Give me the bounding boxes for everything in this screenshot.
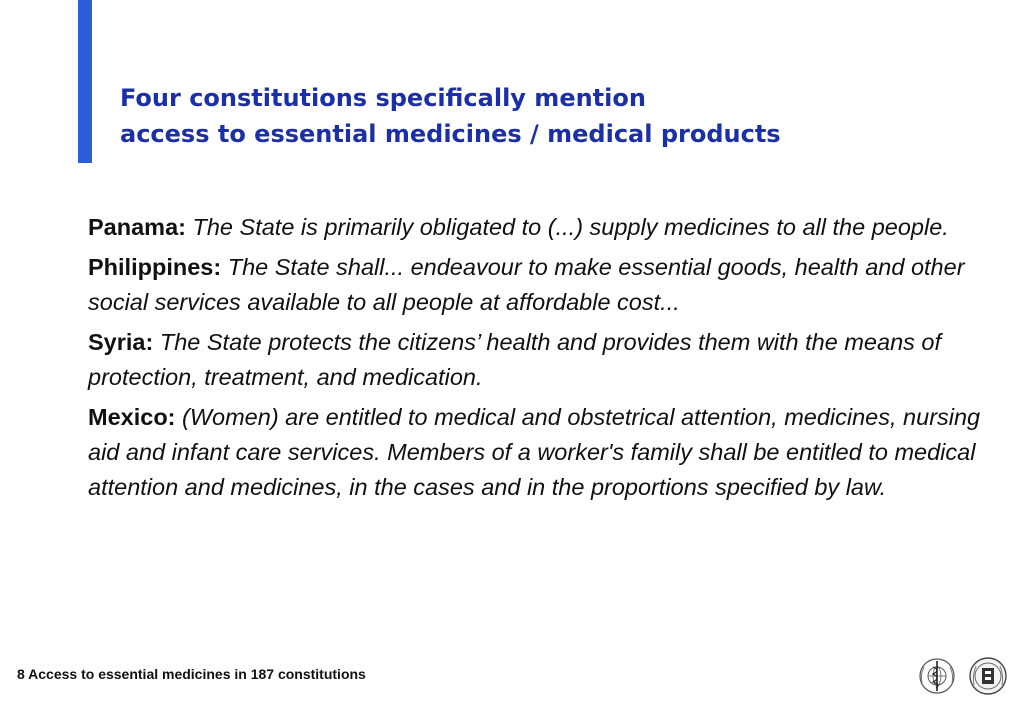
- title-line-1: Four constitutions specifically mention: [120, 84, 646, 112]
- footer-logos: [916, 655, 1016, 702]
- entry-philippines: [88, 250, 988, 320]
- accent-bar: [78, 0, 92, 163]
- constitution-quote: The State shall... endeavour to make essential goods, health and other social services available to all people at affordable cost...: [88, 254, 965, 315]
- slide-footer: 8 Access to essential medicines in 187 constitutions: [17, 666, 366, 682]
- title-line-2: access to essential medicines / medical products: [120, 120, 781, 148]
- country-name: Syria:: [88, 329, 154, 355]
- country-name: Panama:: [88, 214, 186, 240]
- slide-title: [120, 80, 781, 152]
- country-name: Philippines:: [88, 254, 222, 280]
- entry-panama: [88, 210, 988, 245]
- country-name: Mexico:: [88, 404, 176, 430]
- constitution-quote: The State protects the citizens’ health and provides them with the means of protection, treatment, and medication.: [88, 329, 942, 390]
- constitution-quote: The State is primarily obligated to (...) supply medicines to all the people.: [192, 214, 949, 240]
- who-emblem-icon: [920, 659, 954, 693]
- constitution-quote: (Women) are entitled to medical and obstetrical attention, medicines, nursing aid and infant care services. Members of a worker's family shall be entitled to medical attention and medicines, in the cases and in the proportions specified by law.: [88, 404, 981, 500]
- entry-mexico: [88, 400, 988, 505]
- essential-medicines-logo-icon: [970, 658, 1006, 694]
- entry-syria: [88, 325, 988, 395]
- constitution-entries: [88, 210, 988, 510]
